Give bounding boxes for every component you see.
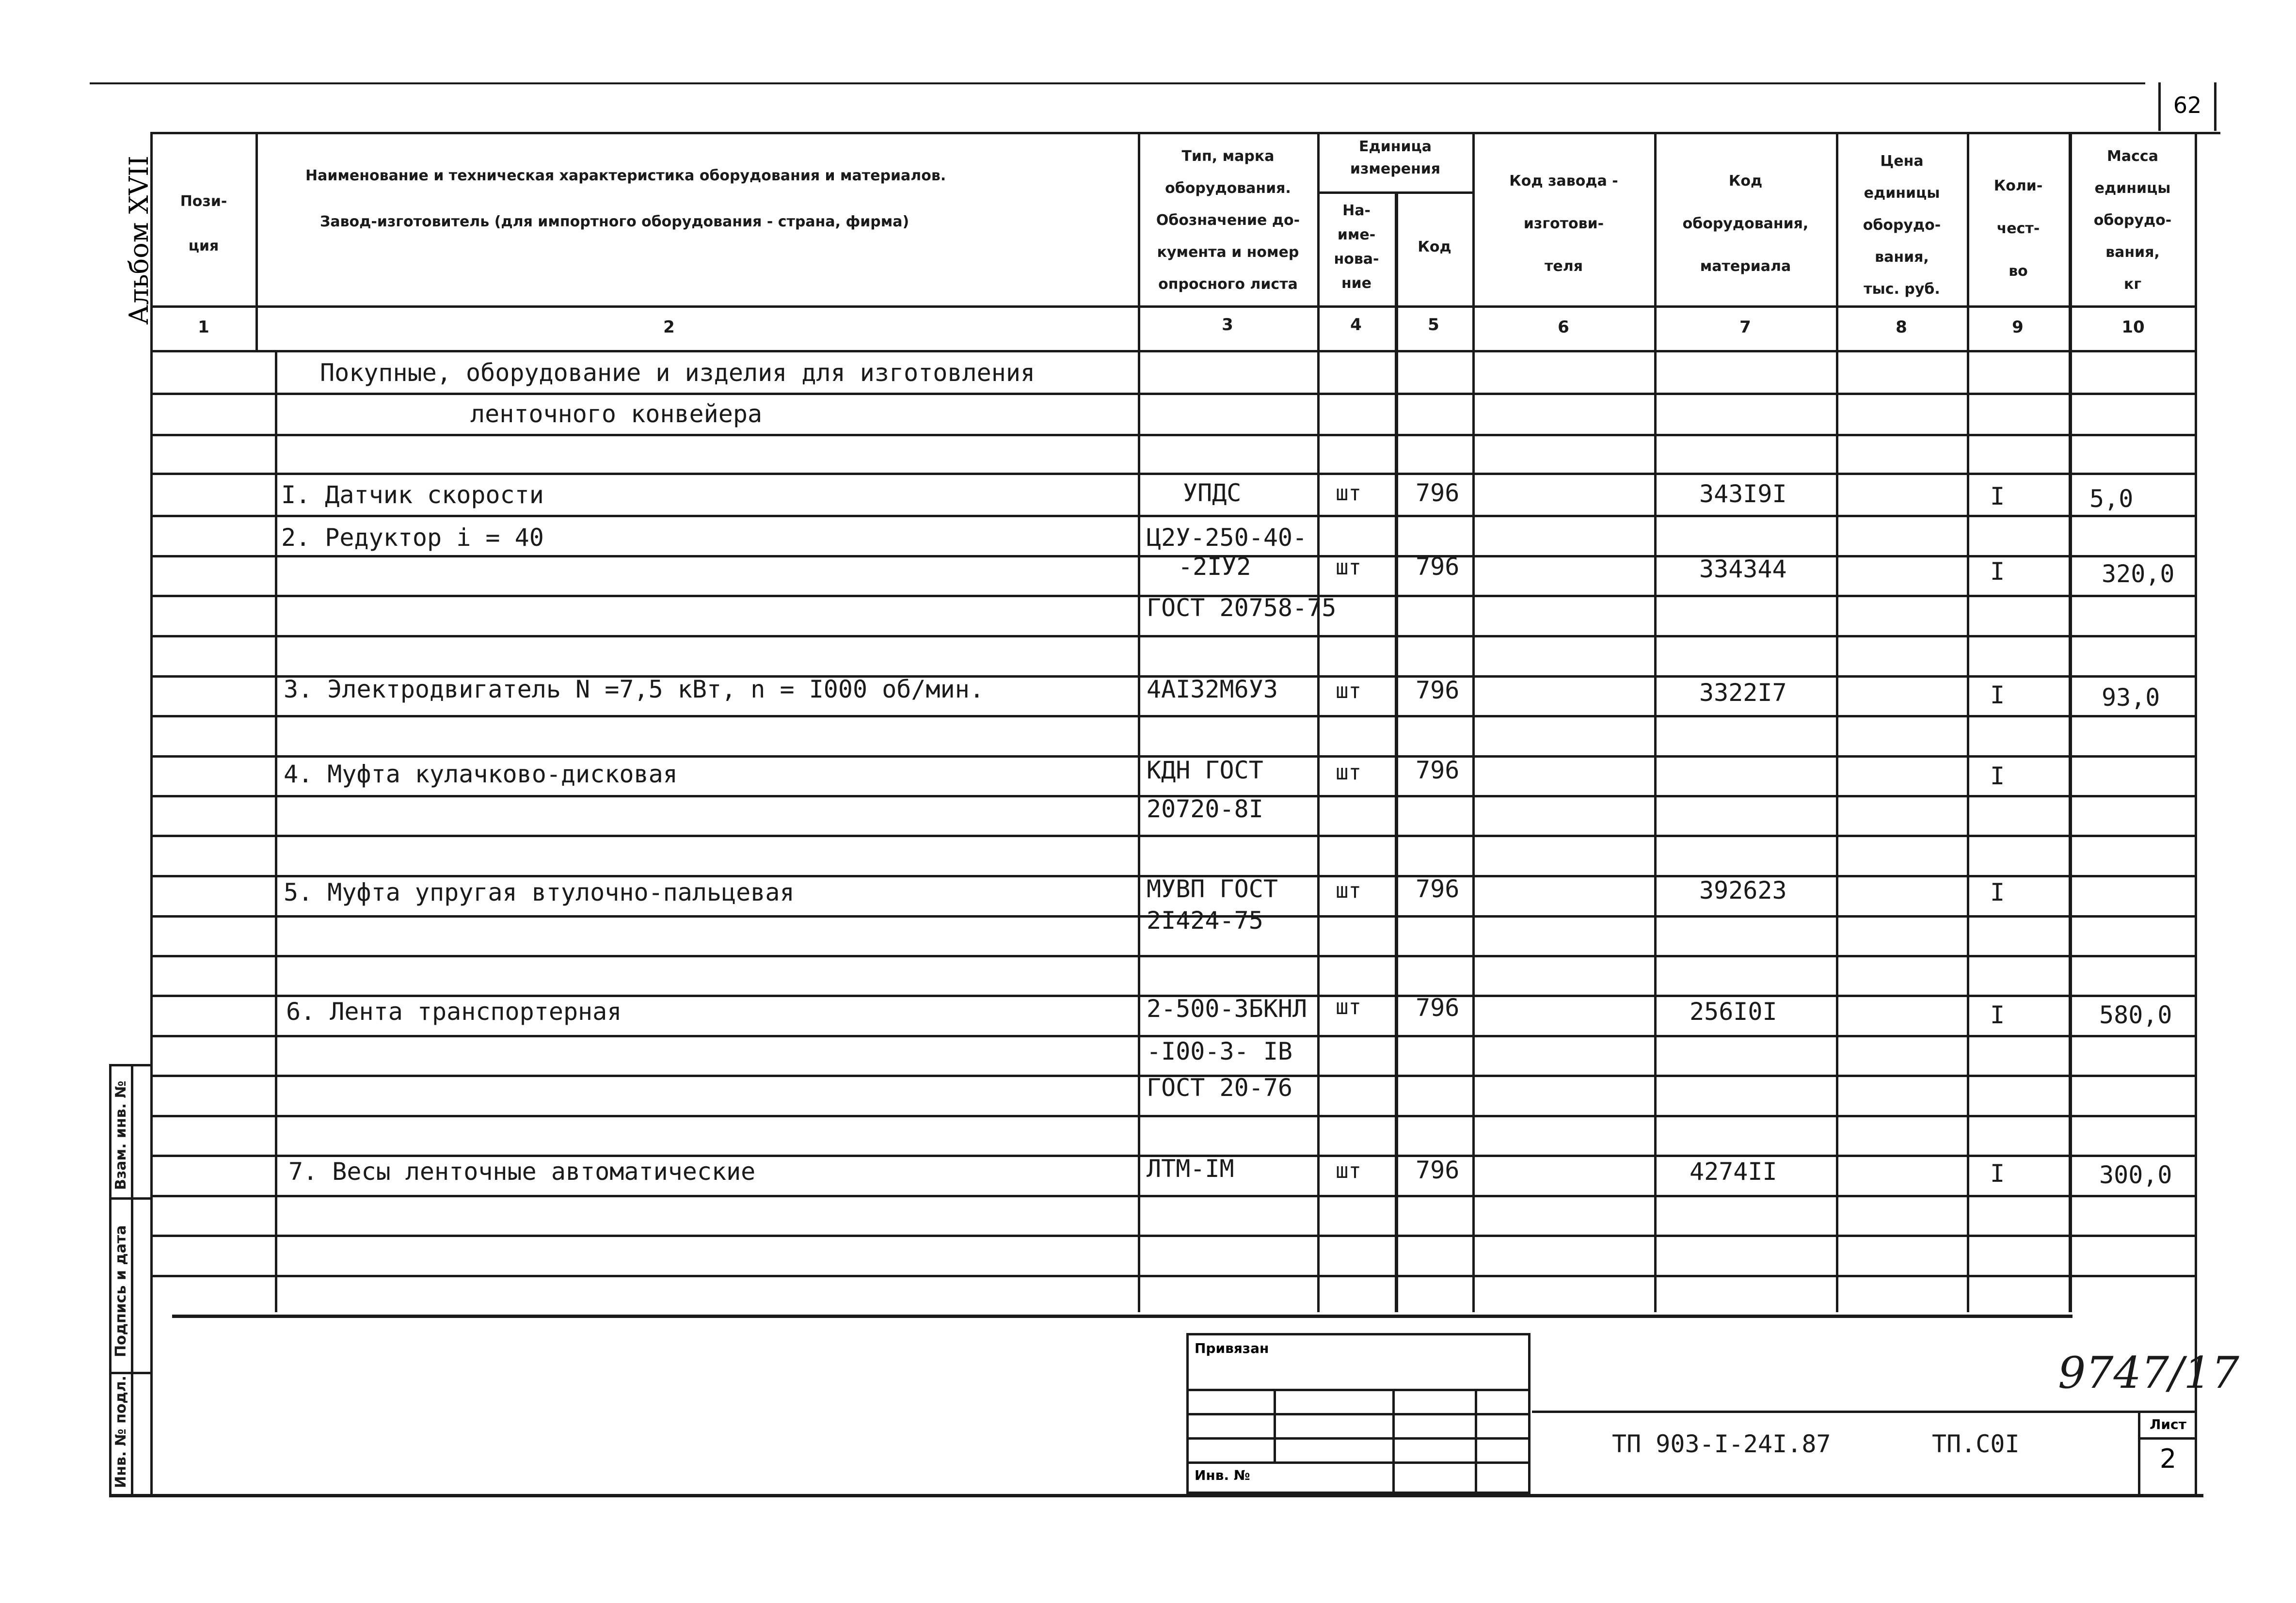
body-div-1 [275,350,277,1312]
item-3-unit: шт [1336,679,1361,703]
item-6-mass: 580,0 [2099,1001,2172,1029]
header-name [262,167,1134,230]
item-2-code: 334344 [1699,555,1787,583]
header-factory-code: Код завода - изготови- теля [1509,173,1618,275]
colnum-6: 6 [1558,317,1569,337]
header-type: Тип, марка оборудования. Обозначение до- кумента и номер опросного листа [1156,148,1300,293]
item-3-mass: 93,0 [2102,683,2160,712]
item-4-unit: шт [1336,760,1361,785]
item-4-unit-code: 796 [1416,756,1460,784]
side-label-vzam: Взам. инв. № [112,1080,129,1190]
item-7-type: ЛТМ-IМ [1147,1155,1234,1183]
side-frame-div-2 [109,1372,153,1374]
hdr-div-9 [2069,132,2072,1312]
doc-code: ТП 903-I-24I.87 [1612,1430,1831,1458]
item-2-type-1: Ц2У-250-40- [1147,524,1307,552]
section-title-line1: Покупные, оборудование и изделия для изготовления [320,359,1036,387]
hdr-div-7 [1836,132,1838,1312]
header-name-line1: Наименование и техническая характеристика оборудования и материалов. [305,167,946,184]
header-position: Пози- ция [180,193,227,254]
side-label-inv-podl: Инв. № подл. [112,1375,129,1488]
colnum-10: 10 [2121,317,2145,337]
stamp-block [1186,1333,1531,1494]
item-5-type-2: 2I424-75 [1147,906,1263,935]
stamp-line [1189,1461,1531,1464]
item-5-unit: шт [1336,878,1361,903]
item-4-type-1: КДН ГОСТ [1147,756,1263,784]
colnum-9: 9 [2012,317,2024,337]
stamp-line [1189,1413,1531,1415]
item-4-name: 4. Муфта кулачково-дисковая [284,760,678,788]
stamp-vline [1392,1389,1395,1493]
item-5-name: 5. Муфта упругая втулочно-пальцевая [284,878,795,906]
album-label: Альбом XVII [124,156,154,325]
item-3-qty: I [1990,681,2005,709]
colnum-7: 7 [1739,317,1751,337]
row-line [150,1275,2196,1277]
stamp-line [1189,1389,1531,1391]
hdr-div-8 [1967,132,1969,1312]
item-1-type: УПДС [1183,479,1242,507]
row-line [150,1235,2196,1237]
row-line [150,1115,2196,1117]
row-line [150,955,2196,957]
doc-part: ТП.С0I [1932,1430,2020,1458]
stamp-vline [1274,1389,1276,1461]
unit-subheader-line [1317,191,1472,194]
section-title-line2: ленточного конвейера [470,400,763,428]
item-6-unit-code: 796 [1416,994,1460,1022]
side-label-podpis: Подпись и дата [112,1225,129,1357]
handwritten-number: 9747/17 [2058,1348,2239,1398]
header-quantity: Коли- чест- во [1993,177,2043,280]
bottom-frame [109,1494,2203,1497]
header-name-line2: Завод-изготовитель (для импортного оборудования - страна, фирма) [320,213,909,230]
colnum-4: 4 [1350,315,1362,334]
side-frame-div-1 [109,1197,153,1200]
hdr-div-1 [255,132,258,350]
table-left [150,132,153,1494]
page-number-box-right [2214,82,2216,131]
sheet-number: 2 [2159,1444,2177,1474]
header-unit: Единица измерения [1350,138,1441,177]
item-3-type: 4АI32М6У3 [1147,675,1278,703]
page-number-box-left [2158,82,2161,131]
row-line [150,635,2196,637]
side-frame-inner [131,1064,133,1495]
stamp-privyazan: Привязан [1195,1340,1269,1356]
stamp-inv-no: Инв. № [1195,1467,1250,1483]
item-6-type-2: -I00-3- IВ [1147,1037,1293,1065]
table-right [2195,132,2197,1494]
item-1-mass: 5,0 [2089,485,2134,513]
row-line [150,715,2196,717]
side-frame-top [109,1064,153,1066]
item-6-name: 6. Лента транспортерная [286,998,622,1026]
header-unit-name: На- име- нова- ние [1334,202,1379,292]
header-equipment-code: Код оборудования, материала [1682,173,1809,275]
row-line [150,835,2196,837]
item-2-type-2: -2IУ2 [1178,553,1251,581]
colnum-2: 2 [663,317,675,337]
item-2-qty: I [1990,557,2005,586]
sheet-box-mid [2138,1437,2196,1440]
stamp-vline [1475,1389,1477,1493]
colnum-3: 3 [1222,315,1233,334]
row-line [150,1195,2196,1197]
item-2-type-3: ГОСТ 20758-75 [1147,594,1337,622]
hdr-div-2 [1138,132,1140,1312]
row-line [172,1315,2073,1318]
item-4-type-2: 20720-8I [1147,795,1263,823]
item-6-qty: I [1990,1001,2005,1029]
page-number: 62 [2173,92,2202,118]
item-7-name: 7. Весы ленточные автоматические [288,1158,756,1186]
sheet-box-left [2138,1411,2140,1494]
hdr-div-6 [1654,132,1657,1312]
item-1-unit-code: 796 [1416,479,1460,507]
item-7-code: 4274II [1690,1158,1777,1186]
stamp-line [1189,1437,1531,1440]
header-mass: Масса единицы оборудо- вания, кг [2093,148,2172,293]
side-frame-outer [109,1064,112,1495]
item-7-mass: 300,0 [2099,1161,2172,1189]
hdr-div-4 [1395,191,1398,1312]
item-2-unit: шт [1336,555,1361,580]
header-unit-code: Код [1418,238,1451,255]
item-5-type-1: МУВП ГОСТ [1147,875,1278,903]
item-5-unit-code: 796 [1416,875,1460,903]
row-line [150,515,2196,517]
table-top [150,132,2220,134]
item-7-unit: шт [1336,1159,1361,1183]
sheet-label: Лист [2150,1416,2186,1432]
row-line [150,473,2196,475]
item-3-name: 3. Электродвигатель N =7,5 кВт, n = I000 об/мин. [284,675,984,703]
titleblock-top [1532,1411,2196,1413]
item-3-unit-code: 796 [1416,676,1460,704]
item-6-code: 256I0I [1690,998,1777,1026]
header-price: Цена единицы оборудо- вания, тыс. руб. [1863,153,1941,298]
colnum-8: 8 [1896,317,1907,337]
hdr-div-5 [1472,132,1475,1312]
item-1-unit: шт [1336,481,1361,506]
hdr-div-3 [1317,132,1320,1312]
item-6-type-1: 2-500-3БКНЛ [1147,995,1307,1023]
item-5-code: 392623 [1699,876,1787,905]
header-bottom [150,305,2196,308]
item-1-code: 343I9I [1699,480,1787,508]
row-line [150,393,2196,395]
item-7-unit-code: 796 [1416,1156,1460,1184]
colnum-bottom [150,350,2196,352]
row-line [150,434,2196,436]
item-4-qty: I [1990,762,2005,790]
item-2-mass: 320,0 [2102,560,2175,588]
top-rule [90,82,2145,84]
row-line [150,555,2196,557]
item-5-qty: I [1990,878,2005,906]
item-1-name: I. Датчик скорости [281,481,544,509]
item-6-unit: шт [1336,995,1361,1019]
colnum-5: 5 [1428,315,1439,334]
colnum-1: 1 [198,317,209,337]
item-2-unit-code: 796 [1416,553,1460,581]
item-7-qty: I [1990,1159,2005,1188]
item-2-name: 2. Редуктор i = 40 [281,524,544,552]
item-3-code: 3322I7 [1699,679,1787,707]
item-1-qty: I [1990,482,2005,510]
item-6-type-3: ГОСТ 20-76 [1147,1074,1293,1102]
